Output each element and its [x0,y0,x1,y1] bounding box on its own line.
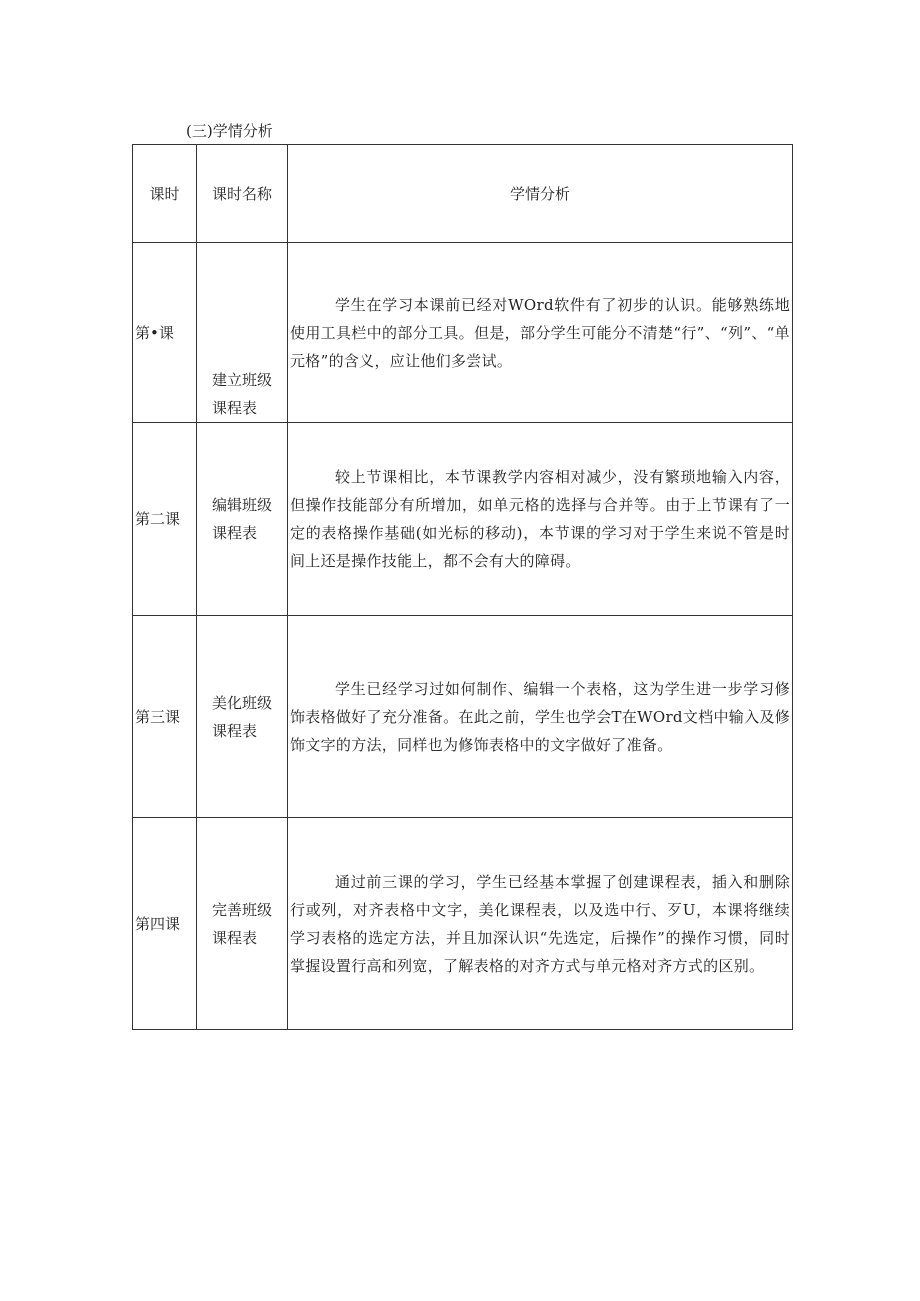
lesson-name-line: 建立班级 [212,371,273,389]
lesson-name [197,243,288,423]
lesson-analysis [288,818,793,1030]
lesson-analysis [288,616,793,818]
header-lesson-name: 课时名称 [197,145,288,243]
lesson-analysis [288,423,793,616]
lesson-name-line: 课程表 [212,928,258,947]
table-header-row [133,145,793,243]
table-row [133,423,793,616]
table-row [133,818,793,1030]
lesson-name [197,818,288,1030]
lesson-name-line: 课程表 [212,399,258,417]
lesson-number: 第四课 [133,818,197,1030]
analysis-table [132,144,793,1030]
lesson-analysis-text: 学生在学习本课前已经对WOrd软件有了初步的认识。能够熟练地使用工具栏中的部分工具。但是，部分学生可能分不清楚“行”、“列”、“单元格”的含义，应让他们多尝试。 [290,295,790,370]
lesson-name-line: 课程表 [212,721,258,740]
lesson-name-line: 课程表 [212,524,258,542]
lesson-number: 第二课 [133,423,197,616]
header-lesson: 课时 [133,145,197,243]
lesson-number: 第三课 [133,616,197,818]
lesson-analysis-text: 通过前三课的学习，学生已经基本掌握了创建课程表，插入和删除行或列，对齐表格中文字，美化课程表，以及选中行、歹U，本课将继续学习表格的选定方法，并且加深认识“先选定，后操作”的操作习惯，同时掌握设置行高和列宽，了解表格的对齐方式与单元格对齐方式的区别。 [290,872,790,975]
lesson-analysis [288,243,793,423]
lesson-analysis-text: 学生已经学习过如何制作、编辑一个表格，这为学生进一步学习修饰表格做好了充分准备。在此之前，学生也学会T在WOrd文档中输入及修饰文字的方法，同样也为修饰表格中的文字做好了准备。 [290,679,790,754]
header-analysis: 学情分析 [288,145,793,243]
lesson-number: 第•课 [133,243,197,423]
lesson-name [197,423,288,616]
lesson-name [197,616,288,818]
lesson-name-line: 完善班级 [212,900,273,919]
table-row [133,616,793,818]
lesson-name-line: 编辑班级 [212,496,273,514]
lesson-analysis-text: 较上节课相比，本节课教学内容相对减少，没有繁琐地输入内容，但操作技能部分有所增加，如单元格的选择与合并等。由于上节课有了一定的表格操作基础(如光标的移动)，本节课的学习对于学生来说不管是时间上还是操作技能上，都不会有大的障碍。 [290,468,790,570]
table-row [133,243,793,423]
lesson-name-line: 美化班级 [212,693,273,712]
section-title: (三)学情分析 [186,122,273,140]
